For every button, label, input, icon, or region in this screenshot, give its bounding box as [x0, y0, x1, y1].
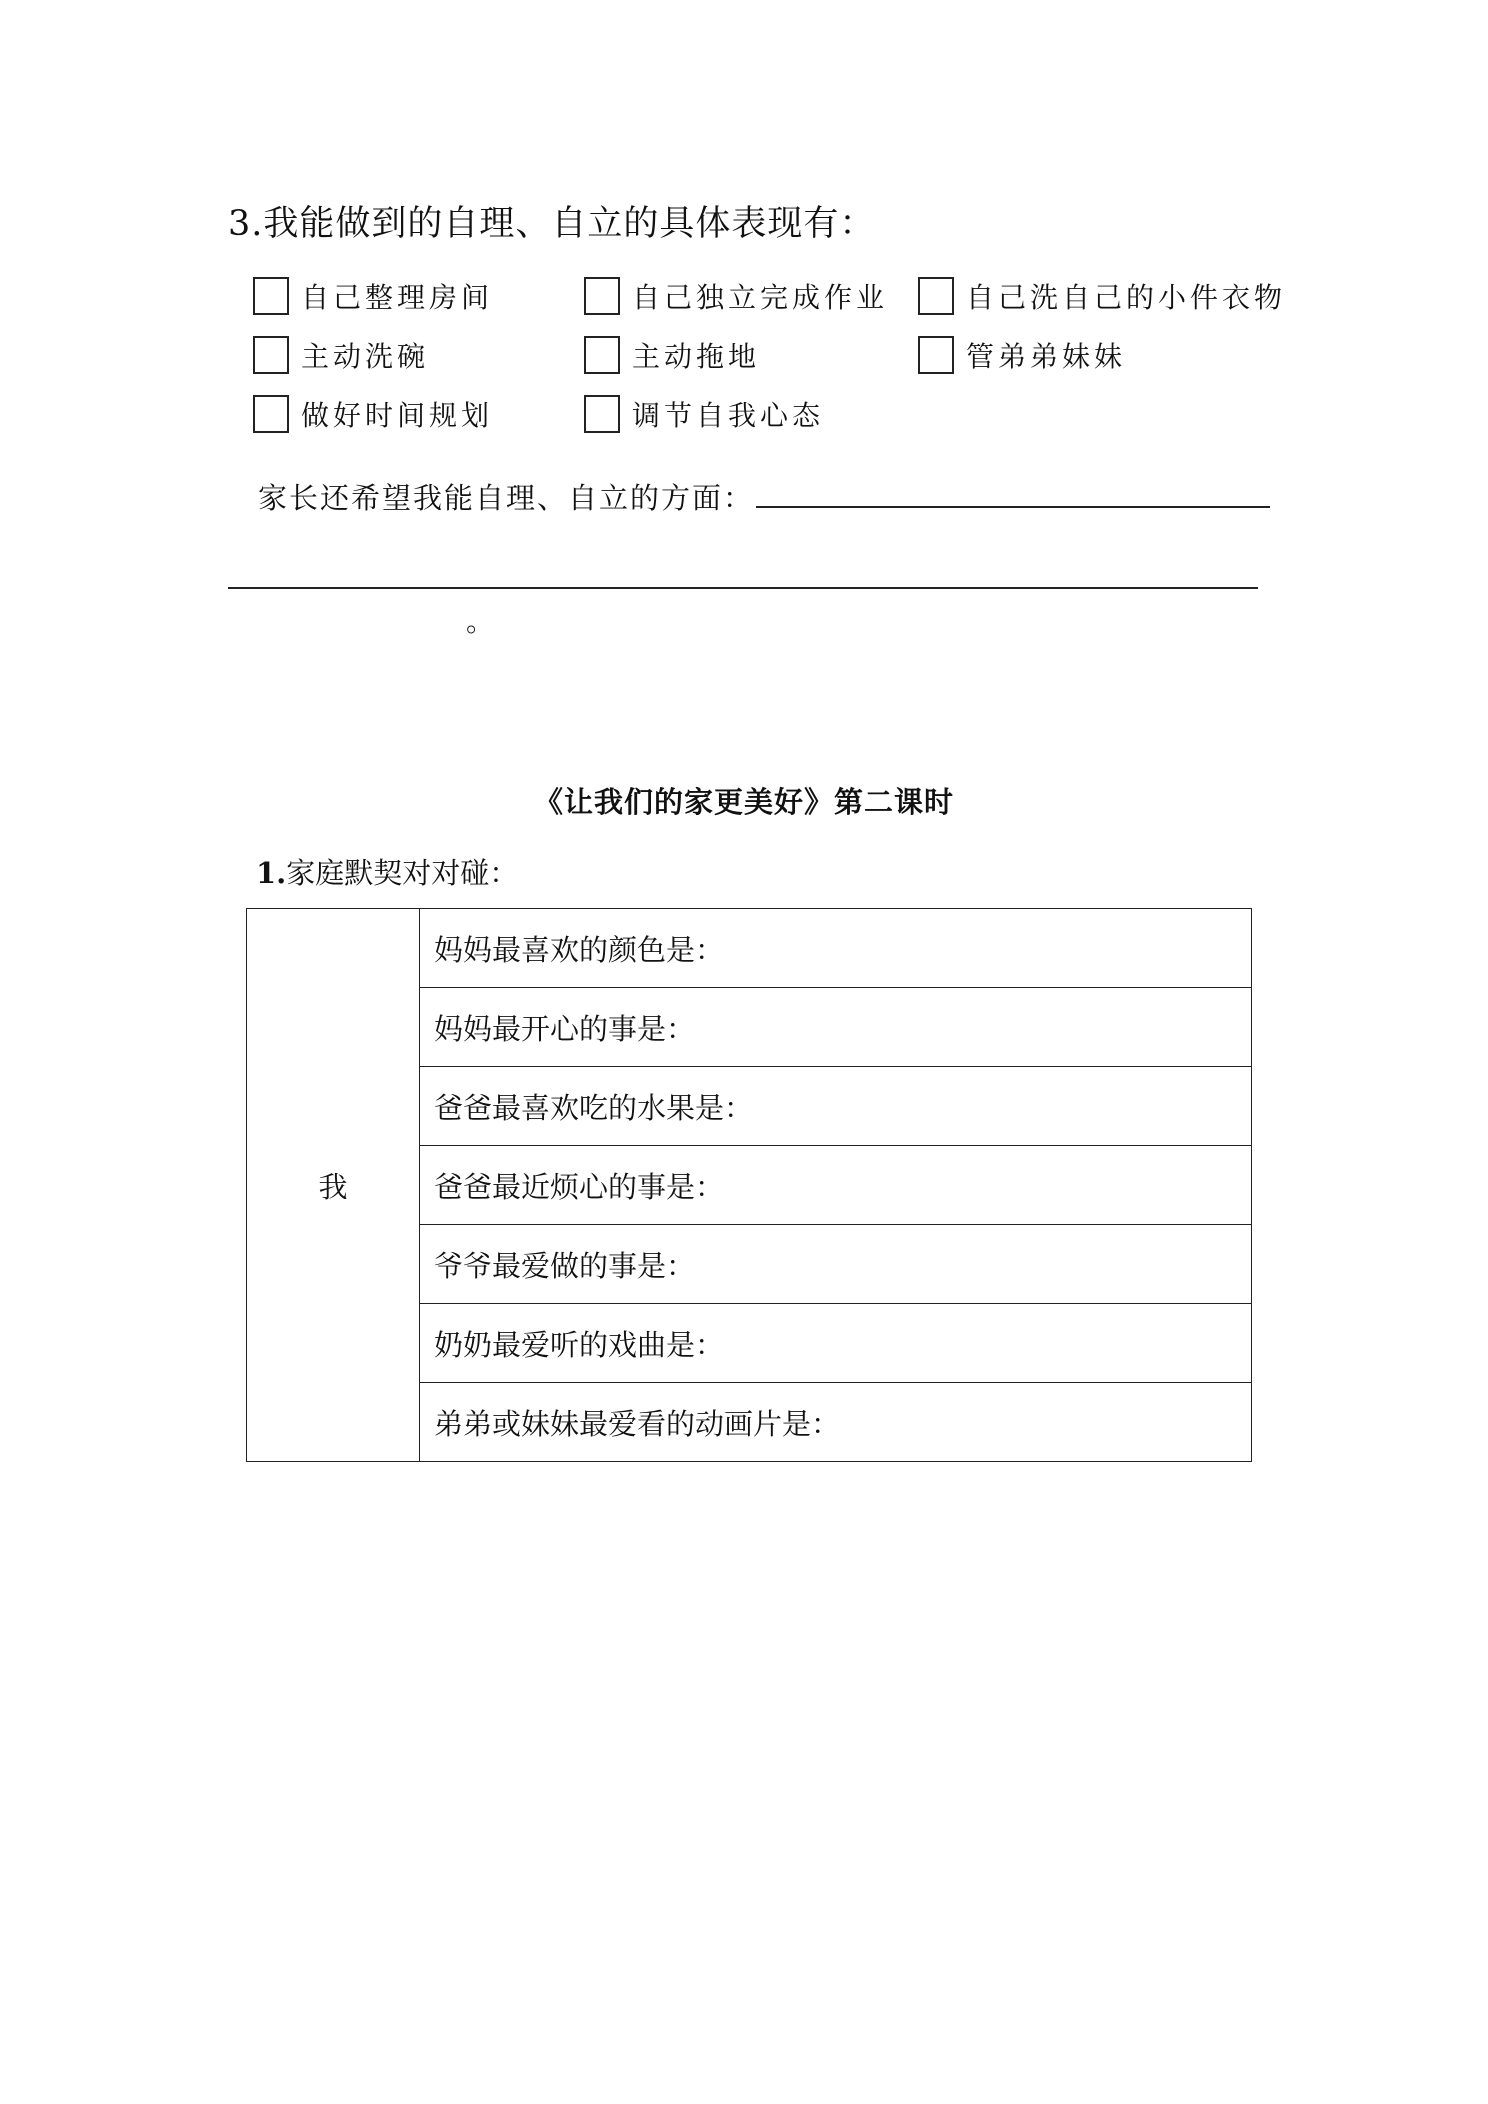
option-label: 做好时间规划 [301, 399, 494, 432]
section-1-title [256, 851, 518, 892]
question-cell[interactable]: 爷爷最爱做的事是： [420, 1225, 1252, 1304]
option-label: 管弟弟妹妹 [966, 340, 1127, 373]
checkbox[interactable] [584, 395, 620, 433]
option-label: 自己洗自己的小件衣物 [966, 281, 1287, 314]
parent-hope-label: 家长还希望我能自理、自立的方面： [258, 481, 755, 515]
question-cell[interactable]: 妈妈最开心的事是： [420, 988, 1252, 1067]
option-time-planning[interactable] [253, 394, 493, 434]
family-quiz-table [246, 908, 1252, 1462]
answer-line[interactable] [756, 506, 1270, 508]
question-cell[interactable]: 爸爸最喜欢吃的水果是： [420, 1067, 1252, 1146]
question-cell[interactable]: 爸爸最近烦心的事是： [420, 1146, 1252, 1225]
option-label: 调节自我心态 [632, 399, 825, 432]
section-1-text: 家庭默契对对碰： [286, 856, 519, 890]
question-cell[interactable]: 弟弟或妹妹最爱看的动画片是： [420, 1383, 1252, 1462]
checkbox[interactable] [584, 277, 620, 315]
checkbox[interactable] [253, 336, 289, 374]
option-mop-floor[interactable] [584, 335, 760, 375]
checkbox[interactable] [253, 277, 289, 315]
checkbox[interactable] [584, 336, 620, 374]
option-label: 自己独立完成作业 [632, 281, 889, 314]
lesson-title: 《让我们的家更美好》第二课时 [533, 785, 954, 819]
section-1-number: 1. [256, 856, 287, 890]
option-wash-clothes[interactable] [918, 276, 1286, 316]
option-label: 主动拖地 [632, 340, 761, 373]
option-label: 主动洗碗 [301, 340, 430, 373]
period-mark: 。 [466, 605, 495, 638]
checkbox[interactable] [918, 277, 954, 315]
question-cell[interactable]: 妈妈最喜欢的颜色是： [420, 909, 1252, 988]
option-label: 自己整理房间 [301, 281, 494, 314]
question-cell[interactable]: 奶奶最爱听的戏曲是： [420, 1304, 1252, 1383]
option-look-after-siblings[interactable] [918, 335, 1126, 375]
answer-line[interactable] [228, 587, 1258, 589]
option-self-mood[interactable] [584, 394, 824, 434]
option-wash-dishes[interactable] [253, 335, 429, 375]
option-tidy-room[interactable] [253, 276, 493, 316]
subject-cell: 我 [247, 909, 420, 1462]
option-homework[interactable] [584, 276, 888, 316]
section-3-title: 3.我能做到的自理、自立的具体表现有： [228, 204, 876, 244]
checkbox[interactable] [253, 395, 289, 433]
table-row [247, 909, 1252, 988]
checkbox[interactable] [918, 336, 954, 374]
